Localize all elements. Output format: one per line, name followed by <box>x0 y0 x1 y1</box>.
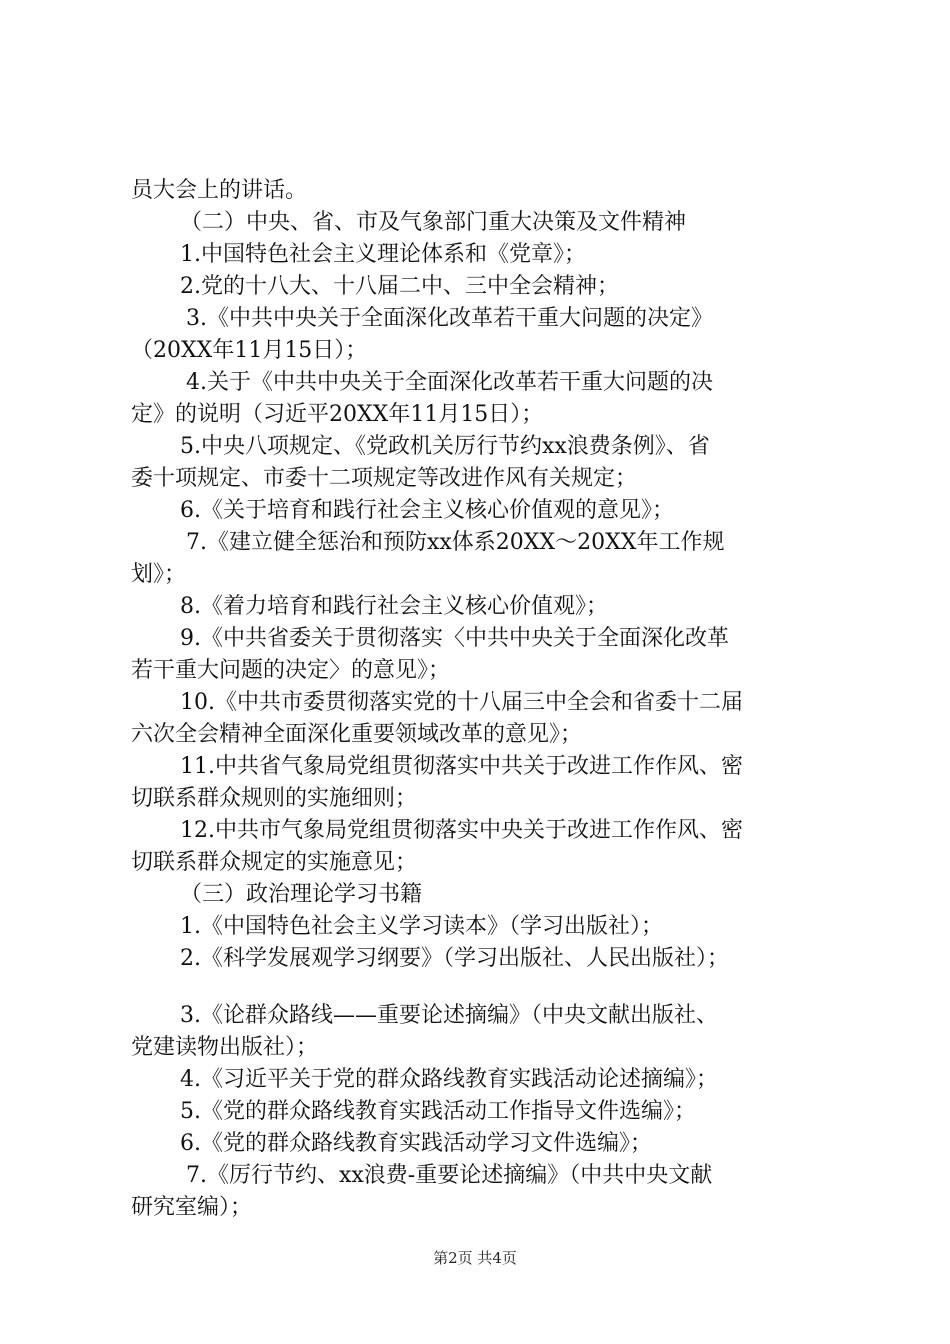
list-item-continuation: 定》的说明（习近平20XX年11月15日）； <box>131 402 544 427</box>
list-item: 12.中共市气象局党组贯彻落实中央关于改进工作作风、密 <box>180 818 743 843</box>
list-item-continuation: 党建读物出版社）； <box>131 1035 319 1060</box>
text-line: 员大会上的讲话。 <box>131 178 308 203</box>
list-item-continuation: 切联系群众规则的实施细则； <box>131 786 418 811</box>
list-item-continuation: 若干重大问题的决定〉的意见》； <box>131 658 451 683</box>
list-item: 4.《习近平关于党的群众路线教育实践活动论述摘编》； <box>180 1067 718 1092</box>
list-item-continuation: 六次全会精神全面深化重要领域改革的意见》； <box>131 722 583 747</box>
list-item-continuation: （20XX年11月15日）； <box>131 338 368 363</box>
list-item: 5.《党的群众路线教育实践活动工作指导文件选编》； <box>180 1099 696 1124</box>
list-item-continuation: 研究室编）； <box>131 1195 253 1220</box>
list-item: 4.关于《中共中央关于全面深化改革若干重大问题的决 <box>186 370 713 395</box>
list-item: 11.中共省气象局党组贯彻落实中共关于改进工作作风、密 <box>180 754 743 779</box>
list-item: 7.《厉行节约、xx浪费-重要论述摘编》（中共中央文献 <box>186 1163 713 1188</box>
list-item-continuation: 切联系群众规定的实施意见； <box>131 850 418 875</box>
section-heading: （二）中央、省、市及气象部门重大决策及文件精神 <box>180 210 687 235</box>
section-heading: （三）政治理论学习书籍 <box>180 882 423 907</box>
list-item: 1.《中国特色社会主义学习读本》（学习出版社）； <box>180 914 663 939</box>
list-item: 3.《中共中央关于全面深化改革若干重大问题的决定》 <box>186 306 713 331</box>
list-item-continuation: 划》； <box>131 562 187 587</box>
list-item: 8.《着力培育和践行社会主义核心价值观》； <box>180 594 608 619</box>
list-item: 7.《建立健全惩治和预防xx体系20XX～20XX年工作规 <box>186 530 725 555</box>
list-item: 3.《论群众路线——重要论述摘编》（中央文献出版社、 <box>180 1003 718 1028</box>
list-item: 6.《党的群众路线教育实践活动学习文件选编》； <box>180 1131 652 1156</box>
list-item: 10.《中共市委贯彻落实党的十八届三中全会和省委十二届 <box>180 690 743 715</box>
list-item: 6.《关于培育和践行社会主义核心价值观的意见》； <box>180 498 674 523</box>
list-item: 9.《中共省委关于贯彻落实〈中共中央关于全面深化改革 <box>180 626 729 651</box>
list-item-continuation: 委十项规定、市委十二项规定等改进作风有关规定； <box>131 466 638 491</box>
list-item: 2.《科学发展观学习纲要》（学习出版社、人民出版社）； <box>180 946 729 971</box>
list-item: 5.中央八项规定、《党政机关厉行节约xx浪费条例》、省 <box>180 434 710 459</box>
page-footer: 第2页 共4页 <box>433 1249 517 1267</box>
list-item: 1.中国特色社会主义理论体系和《党章》； <box>180 242 586 267</box>
list-item: 2.党的十八大、十八届二中、三中全会精神； <box>180 274 619 299</box>
